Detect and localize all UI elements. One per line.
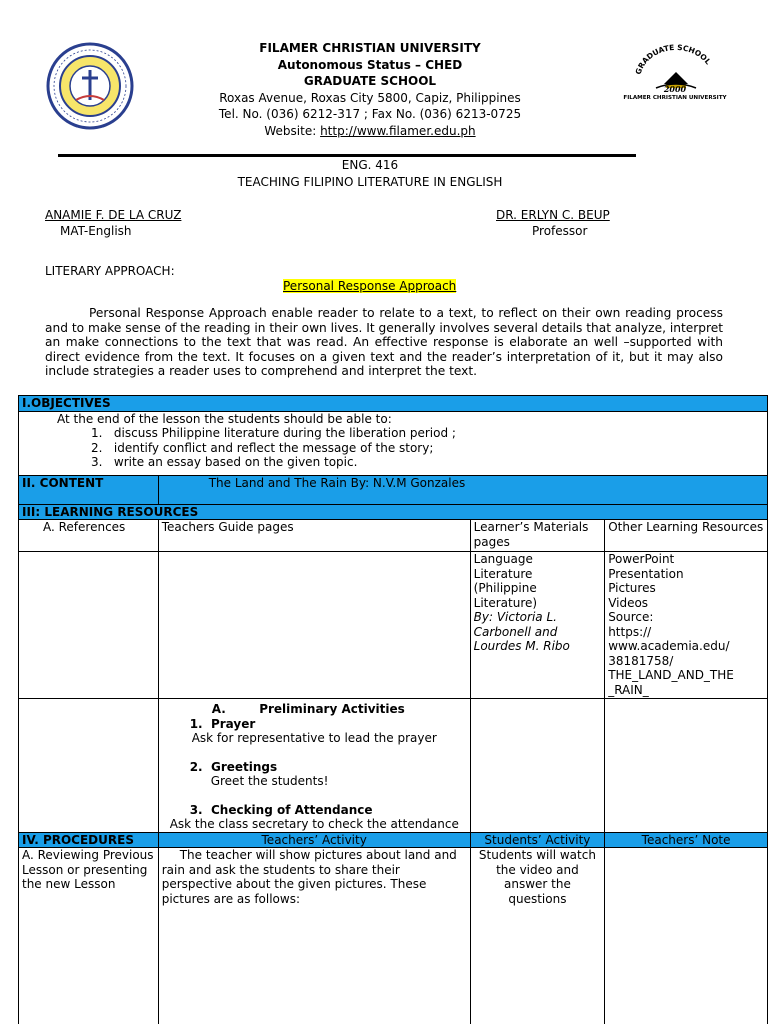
other-resources-list — [605, 552, 768, 699]
autonomous-status: Autonomous Status – CHED — [277, 57, 463, 72]
references-label-text: A. References — [43, 520, 126, 534]
university-name: FILAMER CHRISTIAN UNIVERSITY — [259, 41, 481, 55]
teachers-guide-label: Teachers Guide pages — [158, 520, 470, 552]
objective-item: 3. write an essay based on the given topic. — [91, 455, 358, 469]
approach-paragraph — [45, 306, 723, 379]
student-program: MAT-English — [60, 224, 132, 238]
content-value-text: The Land and The Rain By: N.V.M Gonzales — [208, 475, 466, 490]
objective-text: write an essay based on the given topic. — [113, 455, 358, 469]
teachers-guide-empty — [158, 552, 470, 699]
other-line: https:// — [608, 624, 652, 639]
teachers-note-header: Teachers’ Note — [605, 832, 768, 848]
review-label: A. Reviewing Previous Lesson or presenting the new Lesson — [19, 848, 159, 1024]
phone-fax: Tel. No. (036) 6212-317 ; Fax No. (036) 6213-0725 — [218, 107, 522, 121]
other-line: Videos — [608, 595, 649, 610]
website-label: Website: — [264, 123, 321, 138]
prayer-text: Ask for representative to lead the prayer — [191, 731, 437, 745]
website — [150, 123, 590, 140]
students-activity-header: Students’ Activity — [470, 832, 605, 848]
other-line: www.academia.edu/ — [608, 639, 730, 653]
lm-line: (Philippine — [473, 581, 537, 595]
learners-materials-list — [470, 552, 605, 699]
prelim-left-empty — [19, 699, 159, 833]
student-activity-text: Students will watch the video and answer the questions — [470, 848, 605, 1024]
prelim-note-empty — [605, 699, 768, 833]
graduate-school-logo — [616, 40, 734, 110]
references-label — [19, 520, 159, 552]
preliminary-activities-cell — [158, 699, 470, 833]
prelim-student-empty — [470, 699, 605, 833]
lm-line: Literature) — [473, 595, 538, 610]
lm-author-line: Carbonell and — [473, 624, 558, 639]
prayer-title: Prayer — [210, 716, 256, 731]
other-line: 38181758/ — [608, 653, 674, 668]
other-resources-label: Other Learning Resources — [605, 520, 768, 552]
objective-text: discuss Philippine literature during the liberation period ; — [113, 426, 456, 440]
lm-author-line: By: Victoria L. — [473, 610, 557, 624]
course-title: TEACHING FILIPINO LITERATURE IN ENGLISH — [237, 175, 503, 189]
lm-author-line: Lourdes M. Ribo — [473, 639, 570, 653]
attendance-text: Ask the class secretary to check the attendance — [169, 817, 459, 831]
other-line: THE_LAND_AND_THE — [608, 668, 734, 682]
approach-paragraph-text: Personal Response Approach enable reader to relate to a text, to reflect on their own reading process and to make sense of the reading in their own lives. It generally involves several details that analyze, interpret an make connections to the text that was read. An effective response is elaborate an well –supported with direct evidence from the text. It focuses on a given text and the reader’s interpretation of it, but it may also include strategies a reader uses to comprehend and interpret the text. — [45, 306, 723, 379]
greetings-heading: 2. Greetings — [189, 759, 278, 774]
references-empty — [19, 552, 159, 699]
approach-name: Personal Response Approach — [283, 279, 457, 293]
address: Roxas Avenue, Roxas City 5800, Capiz, Philippines — [219, 90, 521, 105]
objective-item: 2. identify conflict and reflect the message of the story; — [91, 440, 434, 455]
svg-text:GRADUATE SCHOOL: GRADUATE SCHOOL — [633, 42, 713, 76]
attendance-heading: 3. Checking of Attendance — [189, 802, 373, 817]
objective-item: 1. discuss Philippine literature during the liberation period ; — [91, 426, 456, 440]
lesson-plan-table — [18, 395, 768, 1024]
content-header: II. CONTENT — [19, 475, 159, 504]
website-link[interactable]: http://www.filamer.edu.ph — [320, 123, 476, 138]
school-name: GRADUATE SCHOOL — [303, 74, 437, 88]
greetings-text: Greet the students! — [210, 774, 329, 788]
other-line: Presentation — [608, 566, 684, 581]
professor-name: DR. ERLYN C. BEUP — [496, 208, 610, 222]
objective-text: identify conflict and reflect the message of the story; — [113, 440, 434, 455]
lm-line: Literature — [473, 566, 533, 581]
other-line: PowerPoint — [608, 552, 675, 566]
teacher-note-empty — [605, 848, 768, 1024]
literary-approach-label: LITERARY APPROACH: — [45, 264, 175, 278]
other-line: Source: — [608, 610, 654, 624]
prelim-title: Preliminary Activities — [259, 702, 405, 716]
other-line: _RAIN_ — [608, 682, 649, 697]
right-logo-caption: FILAMER CHRISTIAN UNIVERSITY — [623, 95, 727, 101]
attendance-title: Checking of Attendance — [210, 802, 373, 817]
prelim-heading — [162, 702, 467, 717]
learning-resources-header: III: LEARNING RESOURCES — [19, 504, 768, 520]
header-divider — [58, 154, 636, 157]
letterhead — [150, 40, 590, 139]
greetings-title: Greetings — [210, 759, 278, 774]
course-code: ENG. 416 — [341, 158, 399, 172]
lm-line: Language — [473, 552, 533, 566]
objectives-cell — [19, 411, 768, 475]
right-logo-year: 2000 — [663, 84, 687, 94]
teacher-activity-text — [158, 848, 470, 1024]
prayer-heading: 1. Prayer — [189, 716, 256, 731]
student-name: ANAMIE F. DE LA CRUZ — [45, 208, 182, 222]
teacher-activity-body: The teacher will show pictures about land and rain and ask the students to share their perspective about the given pictures. These pictures are as follows: — [161, 848, 457, 906]
professor-role: Professor — [532, 224, 588, 238]
other-line: Pictures — [608, 581, 656, 595]
prelim-marker: A. — [211, 702, 226, 716]
content-value — [158, 475, 767, 504]
procedures-header: IV. PROCEDURES — [19, 832, 159, 848]
objectives-header: I.OBJECTIVES — [19, 396, 768, 412]
objectives-intro: At the end of the lesson the students should be able to: — [57, 411, 392, 426]
teachers-activity-header: Teachers’ Activity — [158, 832, 470, 848]
university-seal-logo — [46, 42, 134, 130]
learners-materials-label: Learner’s Materials pages — [470, 520, 605, 552]
